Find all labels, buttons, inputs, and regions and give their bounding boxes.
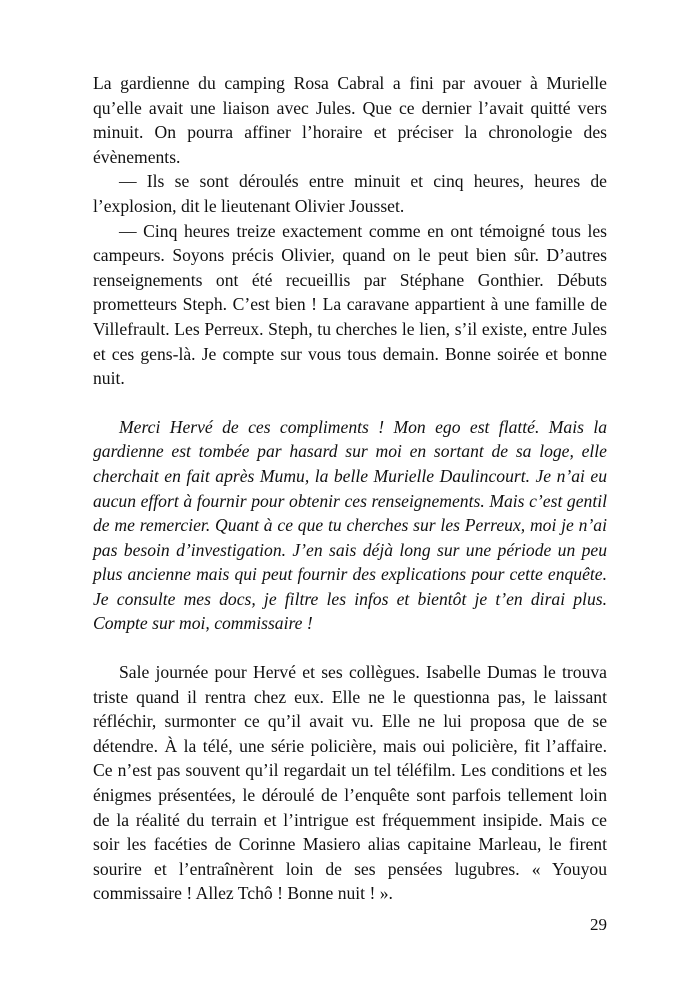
dialogue-jousset: — Ils se sont déroulés entre minuit et cinq heures, heures de l’explosion, dit le lieutenant Olivier Jousset.	[93, 171, 607, 216]
paragraph-sale-journee: Sale journée pour Hervé et ses collègues. Isabelle Dumas le trouva triste quand il rentra chez eux. Elle ne le questionna pas, le laissant réfléchir, surmonter ce qu’il avait vu. Elle ne lui proposa que de se détendre. À la télé, une série policière, mais oui policière, fit l’affaire. Ce n’est pas souvent qu’il regardait un tel téléfilm. Les conditions et les énigmes présentées, le déroulé de l’enquête sont parfois tellement loin de la réalité du terrain et l’intrigue est fréquemment insipide. Mais ce soir les facéties de Corinne Masiero alias capitaine Marleau, le firent sourire et l’entraînèrent loin de ses pensées lugubres. « Youyou commissaire ! Allez Tchô ! Bonne nuit ! ».	[93, 662, 607, 904]
section-break	[93, 391, 607, 415]
paragraph-gardienne: La gardienne du camping Rosa Cabral a fini par avouer à Murielle qu’elle avait une liaison avec Jules. Que ce dernier l’avait quitté vers minuit. On pourra affiner l’horaire et préciser la chronologie des évènements.	[93, 73, 607, 167]
page-body	[93, 71, 607, 906]
section-break	[93, 636, 607, 660]
page-number: 29	[590, 915, 607, 934]
dialogue-cinq-heures: — Cinq heures treize exactement comme en ont témoigné tous les campeurs. Soyons précis Olivier, quand on le peut bien sûr. D’autres renseignements ont été recueillis par Stéphane Gonthier. Débuts prometteurs Steph. C’est bien ! La caravane appartient à une famille de Villefrault. Les Perreux. Steph, tu cherches le lien, s’il existe, entre Jules et ces gens-là. Je compte sur vous tous demain. Bonne soirée et bonne nuit.	[93, 220, 607, 389]
italic-message: Merci Hervé de ces compliments ! Mon ego est flatté. Mais la gardienne est tombée par hasard sur moi en sortant de sa loge, elle cherchait en fait après Mumu, la belle Murielle Daulincourt. Je n’ai eu aucun effort à fournir pour obtenir ces renseignements. Mais c’est gentil de me remercier. Quant à ce que tu cherches sur les Perreux, moi je n’ai pas besoin d’investigation. J’en sais déjà long sur une période un peu plus ancienne mais qui peut fournir des explications pour cette enquête. Je consulte mes docs, je filtre les infos et bientôt je t’en dirai plus. Compte sur moi, commissaire !	[93, 416, 607, 634]
